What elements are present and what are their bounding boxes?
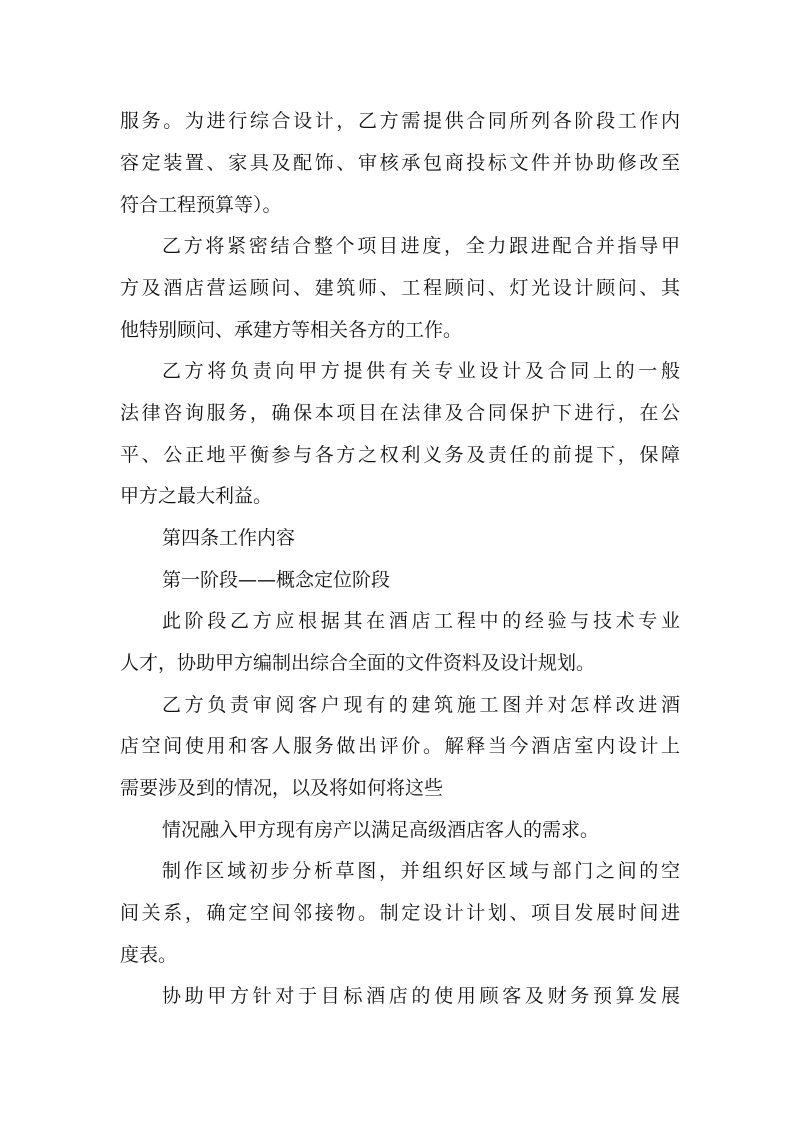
text-line: 甲方之最大利益。 — [120, 485, 273, 507]
subsection-heading: 第一阶段——概念定位阶段 — [162, 569, 391, 591]
text-line: 间关系，确定空间邻接物。制定设计计划、项目发展时间进 — [120, 902, 680, 924]
text-line: 情况融入甲方现有房产以满足高级酒店客人的需求。 — [162, 819, 600, 841]
text-line: 制作区域初步分析草图，并组织好区域与部门之间的空 — [162, 860, 680, 882]
text-line: 法律咨询服务，确保本项目在法律及合同保护下进行，在公 — [120, 402, 680, 424]
text-line: 度表。 — [120, 944, 178, 966]
text-line: 协助甲方针对于目标酒店的使用顾客及财务预算发展 — [162, 985, 680, 1007]
section-heading: 第四条工作内容 — [162, 527, 296, 549]
text-line: 方及酒店营运顾问、建筑师、工程顾问、灯光设计顾问、其 — [120, 277, 680, 299]
text-line: 服务。为进行综合设计，乙方需提供合同所列各阶段工作内 — [120, 110, 680, 132]
text-line: 乙方将负责向甲方提供有关专业设计及合同上的一般 — [162, 360, 680, 382]
text-line: 乙方负责审阅客户现有的建筑施工图并对怎样改进酒 — [162, 694, 680, 716]
text-line: 符合工程预算等）。 — [120, 194, 282, 216]
text-line: 需要涉及到的情况，以及将如何将这些 — [120, 777, 444, 799]
text-line: 乙方将紧密结合整个项目进度，全力跟进配合并指导甲 — [162, 235, 680, 257]
text-line: 容定装置、家具及配饰、审核承包商投标文件并协助修改至 — [120, 152, 680, 174]
text-line: 平、公正地平衡参与各方之权利义务及责任的前提下，保障 — [120, 444, 680, 466]
text-line: 店空间使用和客人服务做出评价。解释当今酒店室内设计上 — [120, 735, 680, 757]
text-line: 他特别顾问、承建方等相关各方的工作。 — [120, 319, 463, 341]
text-line: 人才，协助甲方编制出综合全面的文件资料及设计规划。 — [120, 652, 596, 674]
text-line: 此阶段乙方应根据其在酒店工程中的经验与技术专业 — [162, 610, 680, 632]
